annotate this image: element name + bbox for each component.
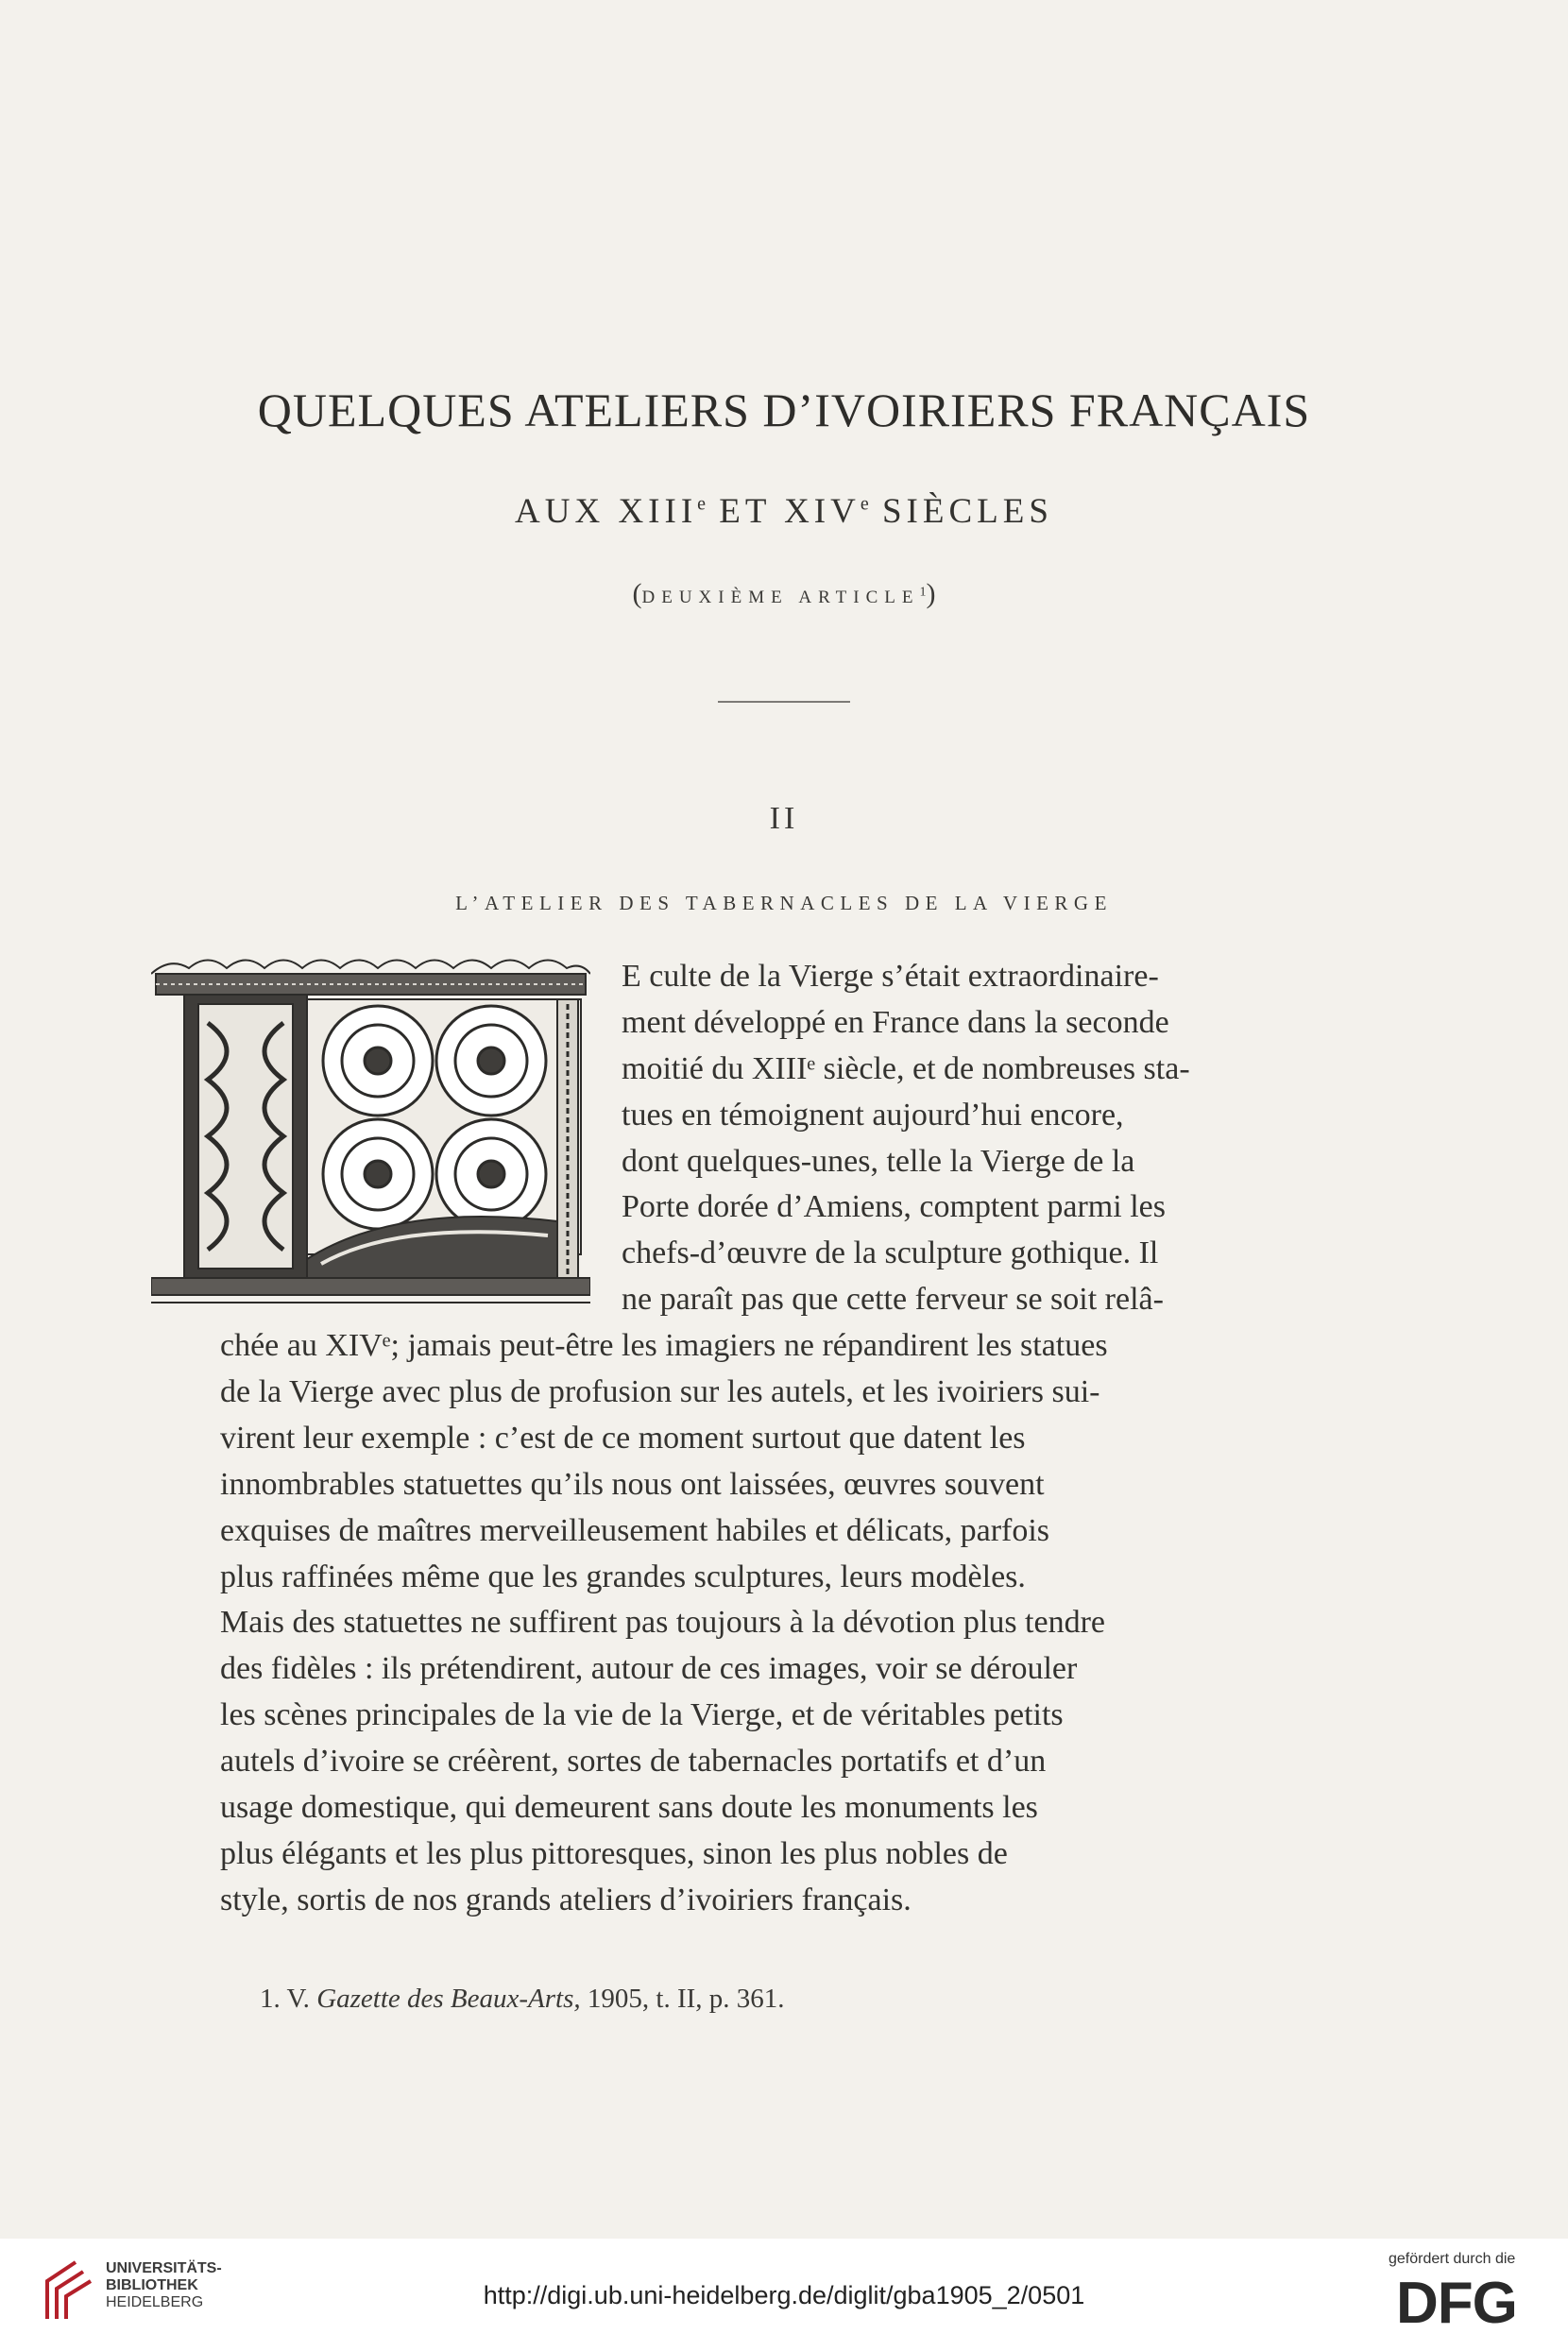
subtitle-part: ET XIV bbox=[706, 492, 861, 531]
text-line: chefs-d’œuvre de la sculpture gothique. Il bbox=[622, 1235, 1159, 1271]
text-line: de la Vierge avec plus de profusion sur les autels, et les ivoiriers sui- bbox=[220, 1374, 1100, 1410]
body-paragraph bbox=[220, 954, 1283, 1924]
subtitle-part: SIÈCLES bbox=[868, 492, 1053, 531]
text-line: moitié du XIIIᵉ siècle, et de nombreuses sta- bbox=[622, 1050, 1190, 1086]
footnote-marker: 1 bbox=[919, 585, 927, 600]
section-title: L’ATELIER DES TABERNACLES DE LA VIERGE bbox=[455, 892, 1113, 914]
text-line: ne paraît pas que cette ferveur se soit relâ- bbox=[622, 1282, 1164, 1318]
footnote-reference: 1905, t. II, p. 361. bbox=[580, 1984, 785, 2014]
article-title: QUELQUES ATELIERS D’IVOIRIERS FRANÇAIS bbox=[257, 383, 1311, 436]
text-line: autels d’ivoire se créèrent, sortes de tabernacles portatifs et d’un bbox=[220, 1744, 1047, 1780]
text-line: les scènes principales de la vie de la Vierge, et de véritables petits bbox=[220, 1697, 1064, 1733]
footnote bbox=[260, 1984, 785, 2015]
library-name-line: HEIDELBERG bbox=[106, 2294, 204, 2310]
text-line: plus élégants et les plus pittoresques, sinon les plus nobles de bbox=[220, 1835, 1008, 1871]
paren-close: ) bbox=[926, 578, 936, 609]
article-number bbox=[0, 578, 1568, 610]
permalink-url[interactable]: http://digi.ub.uni-heidelberg.de/diglit/gba1905_2/0501 bbox=[483, 2281, 1085, 2309]
text-line: Mais des statuettes ne suffirent pas toujours à la dévotion plus tendre bbox=[220, 1605, 1106, 1641]
chapter-number: II bbox=[769, 801, 799, 836]
text-line: exquises de maîtres merveilleusement habiles et délicats, parfois bbox=[220, 1512, 1050, 1548]
text-line: E culte de la Vierge s’était extraordinaire- bbox=[622, 959, 1159, 994]
text-line: ment développé en France dans la seconde bbox=[622, 1004, 1169, 1040]
article-subtitle bbox=[0, 491, 1568, 532]
subtitle-superscript: e bbox=[860, 493, 869, 515]
paren-open: ( bbox=[632, 578, 642, 609]
text-line: plus raffinées même que les grandes sculptures, leurs modèles. bbox=[220, 1559, 1026, 1594]
dfg-logo[interactable]: DFG bbox=[1396, 2271, 1517, 2336]
funding-label: gefördert durch die bbox=[1389, 2251, 1516, 2267]
divider-rule bbox=[718, 701, 850, 703]
footnote-journal: Gazette des Beaux-Arts, bbox=[316, 1984, 581, 2014]
text-line: chée au XIVᵉ; jamais peut-être les imagiers ne répandirent les statues bbox=[220, 1328, 1108, 1364]
text-line: dont quelques-unes, telle la Vierge de la bbox=[622, 1143, 1135, 1179]
text-line: Porte dorée d’Amiens, comptent parmi les bbox=[622, 1189, 1166, 1225]
library-name-line: BIBLIOTHEK bbox=[106, 2277, 198, 2293]
text-line: virent leur exemple : c’est de ce moment surtout que datent les bbox=[220, 1420, 1026, 1456]
text-line: tues en témoignent aujourd’hui encore, bbox=[622, 1097, 1124, 1133]
library-name-line: UNIVERSITÄTS- bbox=[106, 2260, 222, 2276]
text-line: usage domestique, qui demeurent sans doute les monuments les bbox=[220, 1790, 1038, 1826]
text-line: innombrables statuettes qu’ils nous ont laissées, œuvres souvent bbox=[220, 1466, 1045, 1502]
article-label: DEUXIÈME ARTICLE bbox=[641, 588, 920, 607]
text-line: des fidèles : ils prétendirent, autour de ces images, voir se dérouler bbox=[220, 1651, 1078, 1687]
subtitle-superscript: e bbox=[697, 493, 707, 515]
text-line: style, sortis de nos grands ateliers d’ivoiriers français. bbox=[220, 1882, 912, 1917]
subtitle-part: AUX XIII bbox=[515, 492, 698, 531]
footnote-prefix: 1. V. bbox=[260, 1984, 317, 2014]
